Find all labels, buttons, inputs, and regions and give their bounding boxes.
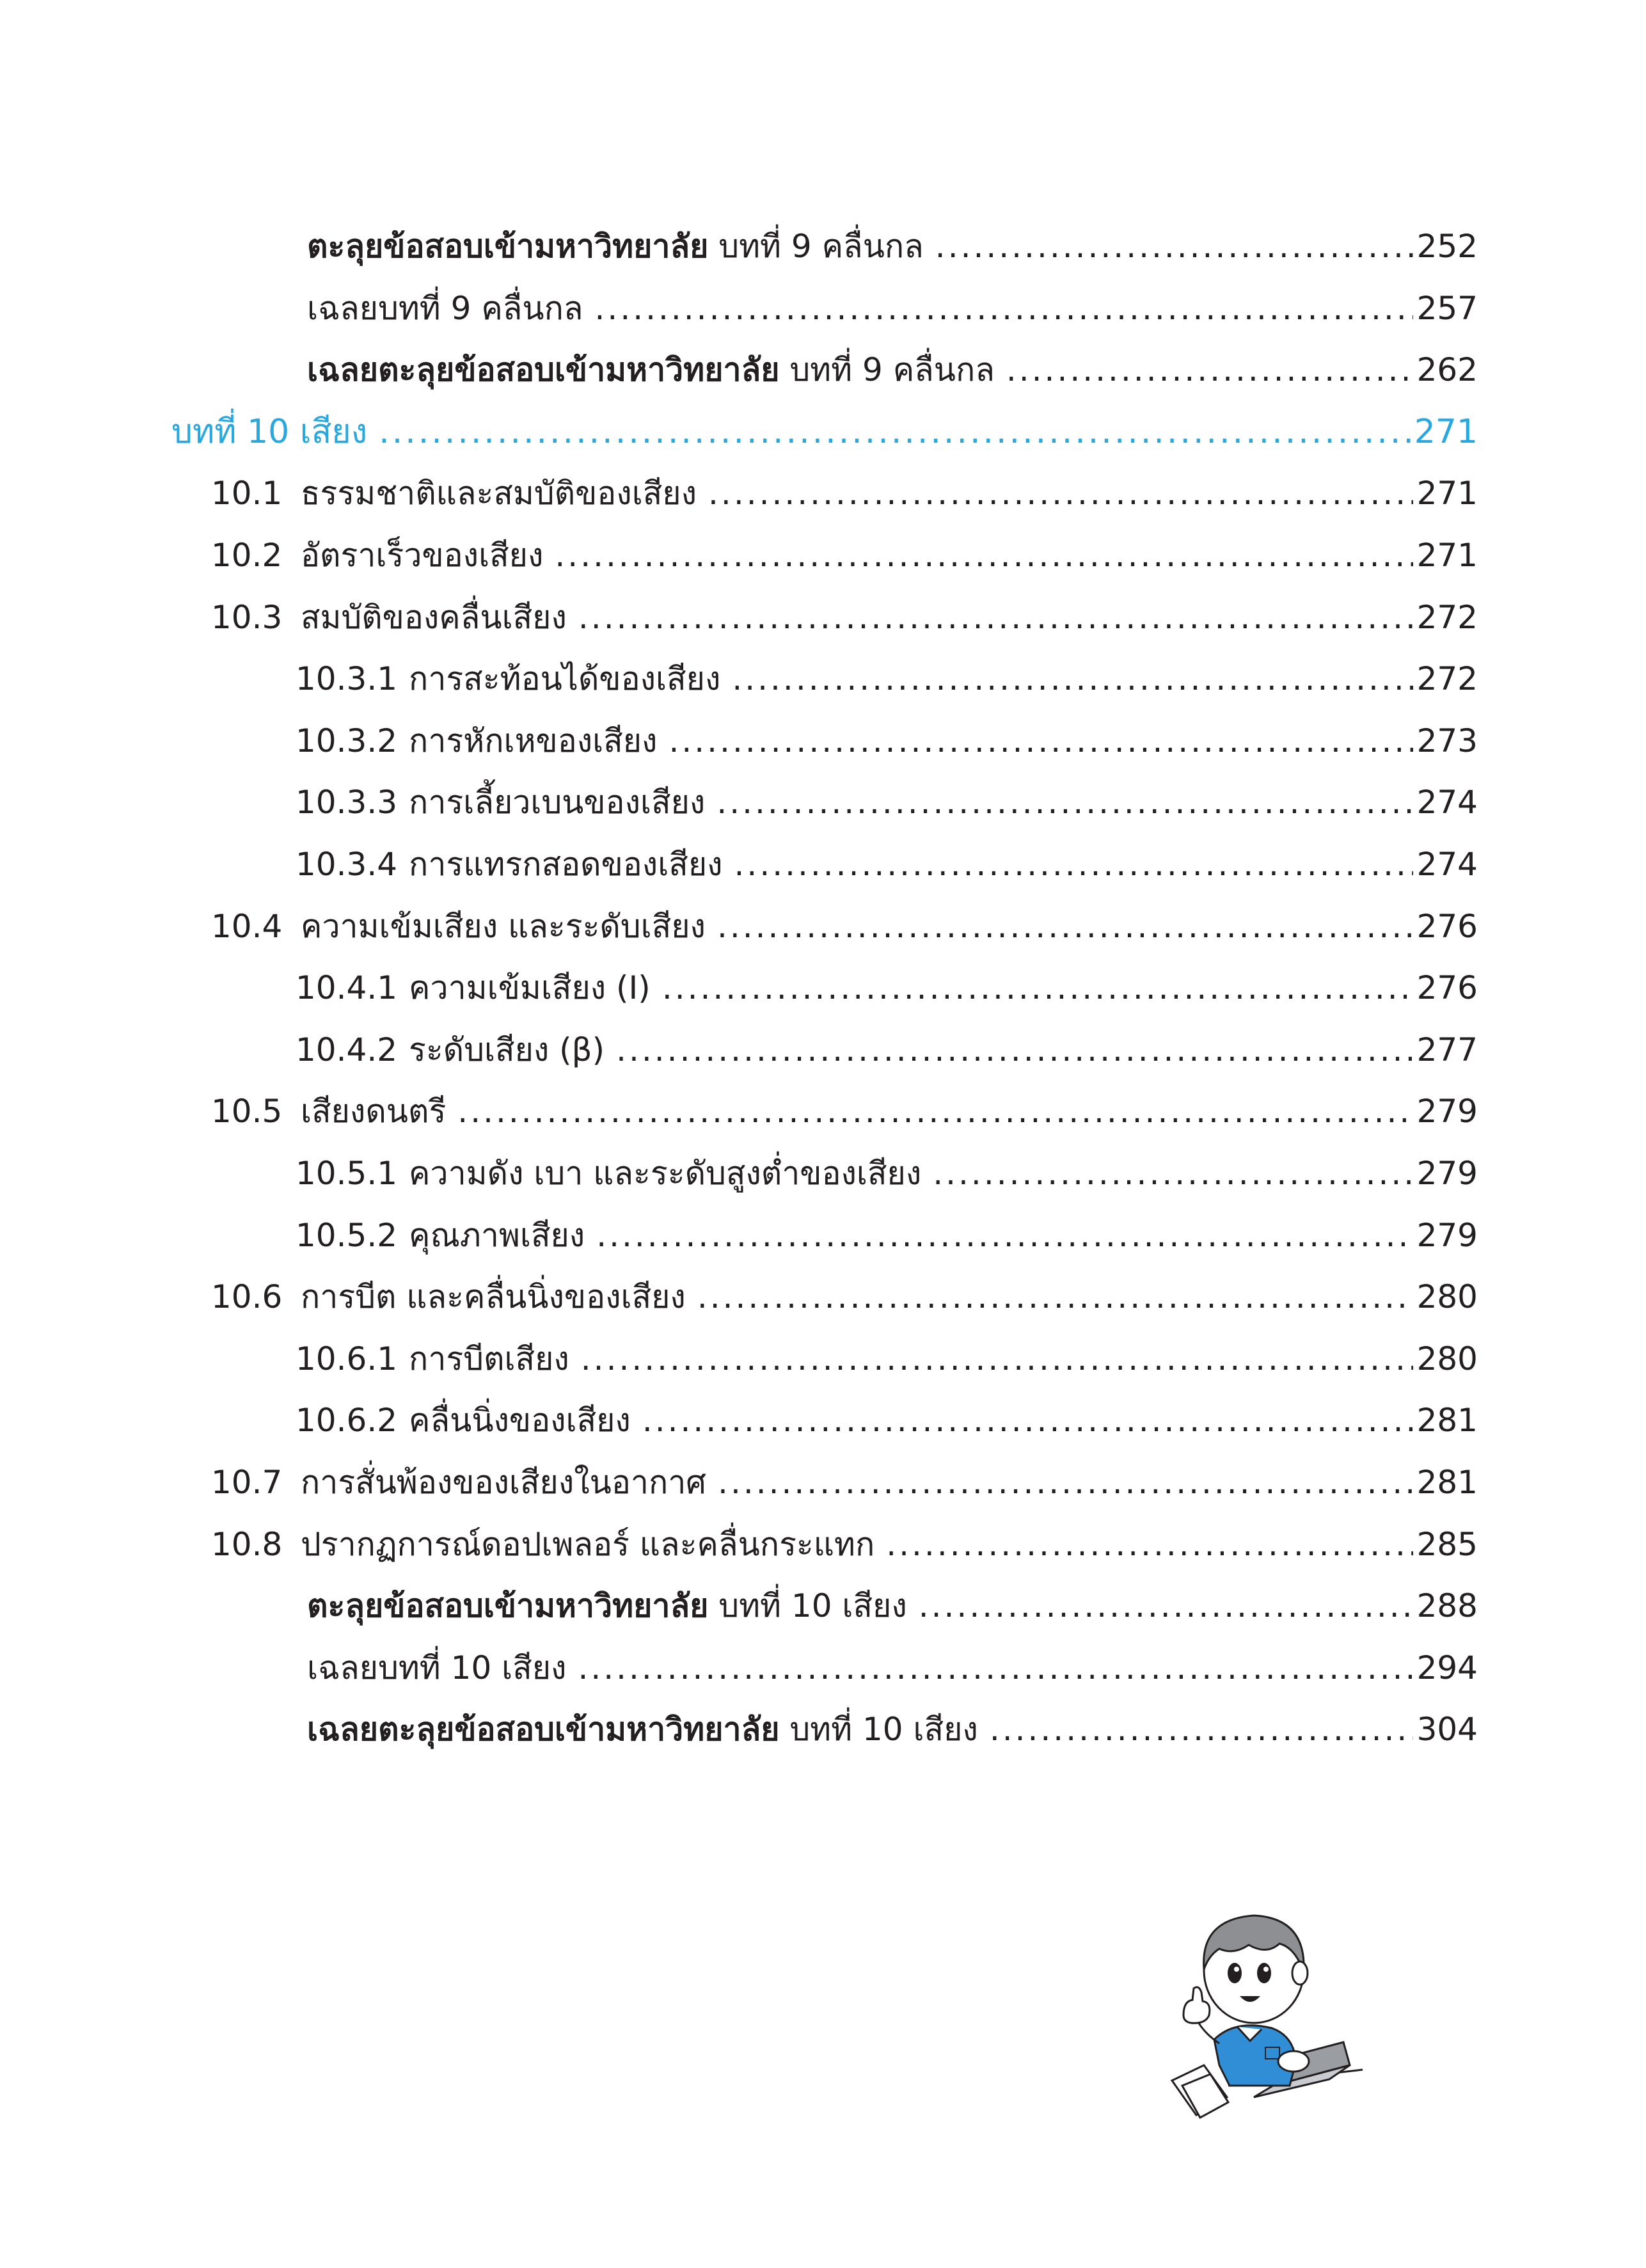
toc-dot-leader bbox=[662, 959, 1413, 1017]
toc-page-number: 272 bbox=[1416, 660, 1478, 698]
toc-entry[interactable] bbox=[296, 1639, 1478, 1697]
toc-page-number: 274 bbox=[1416, 784, 1478, 821]
toc-entry-title-text: เสียงดนตรี bbox=[301, 1093, 447, 1130]
toc-dot-leader bbox=[555, 527, 1413, 584]
toc-entry-number: 10.3 bbox=[211, 598, 283, 636]
toc-entry-number: 10.6 bbox=[211, 1278, 283, 1316]
toc-entry-title-text: ความเข้มเสียง (I) bbox=[409, 969, 651, 1007]
toc-entry-title-bold: เฉลยตะลุยข้อสอบเข้ามหาวิทยาลัย bbox=[307, 351, 780, 389]
toc-entry-title-text: การแทรกสอดของเสียง bbox=[409, 846, 723, 883]
toc-entry-title bbox=[409, 650, 720, 708]
toc-dot-leader bbox=[919, 1577, 1413, 1635]
toc-entry-number: 10.3.2 bbox=[296, 722, 398, 759]
toc-entry[interactable] bbox=[211, 464, 1478, 522]
toc-entry-number: 10.4 bbox=[211, 907, 283, 945]
toc-entry-number: 10.6.1 bbox=[296, 1340, 398, 1377]
toc-entry-number: 10.7 bbox=[211, 1464, 283, 1501]
toc-entry[interactable] bbox=[296, 1207, 1478, 1264]
toc-page-number: 280 bbox=[1416, 1340, 1478, 1377]
toc-entry-title bbox=[301, 464, 697, 522]
toc-page-number: 277 bbox=[1416, 1031, 1478, 1068]
toc-entry-title bbox=[301, 1516, 874, 1573]
toc-dot-leader bbox=[716, 773, 1413, 831]
toc-dot-leader bbox=[581, 1330, 1413, 1388]
toc-entry-title-text: บทที่ 10 เสียง bbox=[718, 1587, 907, 1625]
toc-dot-leader bbox=[990, 1701, 1413, 1758]
toc-entry-title-text: คุณภาพเสียง bbox=[409, 1216, 585, 1254]
toc-entry[interactable] bbox=[296, 1392, 1478, 1449]
toc-entry-title-text: สมบัติของคลื่นเสียง bbox=[301, 598, 567, 636]
toc-entry-title-text: บทที่ 9 คลื่นกล bbox=[718, 228, 924, 265]
toc-page-number: 281 bbox=[1416, 1464, 1478, 1501]
toc-dot-leader bbox=[595, 280, 1413, 337]
toc-entry[interactable] bbox=[296, 836, 1478, 893]
toc-dot-leader bbox=[886, 1516, 1413, 1573]
toc-dot-leader bbox=[732, 650, 1413, 708]
toc-page-number: 262 bbox=[1416, 351, 1478, 389]
cartoon-boy-laptop-thumbs-up-icon bbox=[1158, 1894, 1369, 2124]
toc-dot-leader bbox=[578, 1639, 1413, 1697]
toc-dot-leader bbox=[457, 1082, 1413, 1140]
toc-entry-title-text: ระดับเสียง (β) bbox=[409, 1031, 605, 1068]
toc-entry[interactable] bbox=[296, 280, 1478, 337]
toc-entry-title bbox=[301, 1082, 446, 1140]
toc-page-number: 285 bbox=[1416, 1525, 1478, 1563]
toc-dot-leader bbox=[933, 1145, 1413, 1202]
toc-page-number: 279 bbox=[1416, 1216, 1478, 1254]
toc-entry-title bbox=[307, 1701, 978, 1758]
toc-entry-title bbox=[409, 1145, 921, 1202]
toc-entry-title bbox=[409, 1392, 631, 1449]
toc-entry-title-text: ความดัง เบา และระดับสูงต่ำของเสียง bbox=[409, 1155, 922, 1192]
toc-entry[interactable] bbox=[296, 1330, 1478, 1388]
toc-page-number: 279 bbox=[1416, 1093, 1478, 1130]
toc-entry-title bbox=[409, 1330, 569, 1388]
toc-page-number: 281 bbox=[1416, 1402, 1478, 1439]
toc-entry-number: 10.6.2 bbox=[296, 1402, 398, 1439]
toc-dot-leader bbox=[935, 218, 1413, 275]
toc-dot-leader bbox=[697, 1268, 1413, 1326]
toc-entry-title-text: เฉลยบทที่ 9 คลื่นกล bbox=[307, 289, 583, 327]
toc-entry-title-text: ปรากฏการณ์ดอปเพลอร์ และคลื่นกระแทก bbox=[301, 1525, 875, 1563]
toc-page-number: 279 bbox=[1416, 1155, 1478, 1192]
toc-entry-title bbox=[301, 1268, 686, 1326]
toc-dot-leader bbox=[1006, 341, 1413, 399]
toc-page-number: 276 bbox=[1416, 907, 1478, 945]
toc-entry-title bbox=[301, 527, 543, 584]
toc-page-number: 271 bbox=[1416, 537, 1478, 574]
toc-entry-number: 10.3.4 bbox=[296, 846, 398, 883]
toc-entry-title-bold: ตะลุยข้อสอบเข้ามหาวิทยาลัย bbox=[307, 228, 709, 265]
toc-entry-number: 10.5.2 bbox=[296, 1216, 398, 1254]
toc-entry-title-text: การสั่นพ้องของเสียงในอากาศ bbox=[301, 1464, 707, 1501]
toc-entry-number: 10.4.1 bbox=[296, 969, 398, 1007]
toc-entry[interactable] bbox=[296, 341, 1478, 399]
toc-entry-title-text: อัตราเร็วของเสียง bbox=[301, 537, 544, 574]
toc-entry-title-text: บทที่ 10 เสียง bbox=[171, 412, 368, 451]
toc-entry[interactable] bbox=[296, 773, 1478, 831]
toc-dot-leader bbox=[379, 403, 1411, 461]
toc-entry-title-text: บทที่ 9 คลื่นกล bbox=[789, 351, 995, 389]
toc-entry[interactable] bbox=[211, 1516, 1478, 1573]
toc-entry-title bbox=[409, 836, 722, 893]
toc-entry-title-text: การบีตเสียง bbox=[409, 1340, 569, 1377]
toc-entry-number: 10.2 bbox=[211, 537, 283, 574]
toc-entry[interactable] bbox=[211, 898, 1478, 955]
toc-entry[interactable] bbox=[211, 589, 1478, 646]
toc-page-number: 271 bbox=[1414, 412, 1478, 451]
toc-entry[interactable] bbox=[296, 1145, 1478, 1202]
toc-entry-title bbox=[301, 898, 706, 955]
toc-entry-number: 10.5.1 bbox=[296, 1155, 398, 1192]
toc-entry-title bbox=[409, 1207, 585, 1264]
toc-entry[interactable] bbox=[296, 959, 1478, 1017]
toc-entry-title bbox=[301, 1454, 706, 1511]
toc-page-number: 271 bbox=[1416, 475, 1478, 512]
toc-entry-title-text: คลื่นนิ่งของเสียง bbox=[409, 1402, 631, 1439]
toc-page-number: 272 bbox=[1416, 598, 1478, 636]
toc-entry-title bbox=[409, 959, 651, 1017]
toc-page-number: 294 bbox=[1416, 1649, 1478, 1686]
toc-entry[interactable] bbox=[211, 1268, 1478, 1326]
toc-entry-title-text: การเลี้ยวเบนของเสียง bbox=[409, 784, 706, 821]
toc-page-number: 304 bbox=[1416, 1711, 1478, 1749]
toc-entry-title bbox=[409, 712, 657, 770]
toc-dot-leader bbox=[708, 464, 1413, 522]
toc-entry-title-text: ความเข้มเสียง และระดับเสียง bbox=[301, 907, 706, 945]
toc-entry-number: 10.5 bbox=[211, 1093, 283, 1130]
toc-page-number: 274 bbox=[1416, 846, 1478, 883]
toc-entry-number: 10.1 bbox=[211, 475, 283, 512]
toc-entry-number: 10.4.2 bbox=[296, 1031, 398, 1068]
toc-entry-number: 10.8 bbox=[211, 1525, 283, 1563]
toc-dot-leader bbox=[596, 1207, 1413, 1264]
toc-entry[interactable] bbox=[296, 1577, 1478, 1635]
toc-dot-leader bbox=[616, 1021, 1413, 1079]
toc-entry[interactable] bbox=[211, 1454, 1478, 1511]
toc-entry-title-text: บทที่ 10 เสียง bbox=[789, 1711, 978, 1749]
toc-dot-leader bbox=[578, 589, 1413, 646]
paper-icon bbox=[1172, 2065, 1228, 2118]
toc-dot-leader bbox=[717, 898, 1413, 955]
toc-dot-leader bbox=[718, 1454, 1413, 1511]
toc-entry-title-bold: เฉลยตะลุยข้อสอบเข้ามหาวิทยาลัย bbox=[307, 1711, 780, 1749]
toc-page-number: 288 bbox=[1416, 1587, 1478, 1625]
toc-entry-title bbox=[409, 1021, 605, 1079]
toc-dot-leader bbox=[734, 836, 1413, 893]
toc-entry-title-text: การหักเหของเสียง bbox=[409, 722, 658, 759]
toc-entry-title bbox=[307, 1577, 907, 1635]
toc-page-number: 280 bbox=[1416, 1278, 1478, 1316]
toc-entry[interactable] bbox=[296, 650, 1478, 708]
toc-entry[interactable] bbox=[211, 527, 1478, 584]
toc-page-number: 276 bbox=[1416, 969, 1478, 1007]
toc-page-number: 273 bbox=[1416, 722, 1478, 759]
toc-entry-title bbox=[307, 280, 583, 337]
toc-entry-title bbox=[171, 403, 367, 461]
toc-entry-title-text: การสะท้อนได้ของเสียง bbox=[409, 660, 721, 698]
toc-entry-title bbox=[301, 589, 567, 646]
toc-entry[interactable] bbox=[296, 218, 1478, 275]
toc-entry[interactable] bbox=[211, 1082, 1478, 1140]
toc-page-number: 257 bbox=[1416, 289, 1478, 327]
toc-dot-leader bbox=[642, 1392, 1413, 1449]
toc-entry-title bbox=[307, 341, 995, 399]
toc-entry-title bbox=[307, 218, 924, 275]
toc-entry[interactable] bbox=[296, 712, 1478, 770]
toc-dot-leader bbox=[669, 712, 1413, 770]
toc-page-number: 252 bbox=[1416, 228, 1478, 265]
toc-entry-title-bold: ตะลุยข้อสอบเข้ามหาวิทยาลัย bbox=[307, 1587, 709, 1625]
toc-entry-number: 10.3.3 bbox=[296, 784, 398, 821]
toc-entry-title-text: เฉลยบทที่ 10 เสียง bbox=[307, 1649, 567, 1686]
toc-entry-title-text: การบีต และคลื่นนิ่งของเสียง bbox=[301, 1278, 686, 1316]
toc-entry-number: 10.3.1 bbox=[296, 660, 398, 698]
toc-entry-title bbox=[409, 773, 705, 831]
toc-entry-title-text: ธรรมชาติและสมบัติของเสียง bbox=[301, 475, 697, 512]
toc-chapter-heading[interactable] bbox=[171, 403, 1478, 461]
toc-entry-title bbox=[307, 1639, 566, 1697]
toc-entry[interactable] bbox=[296, 1021, 1478, 1079]
toc-entry[interactable] bbox=[296, 1701, 1478, 1758]
